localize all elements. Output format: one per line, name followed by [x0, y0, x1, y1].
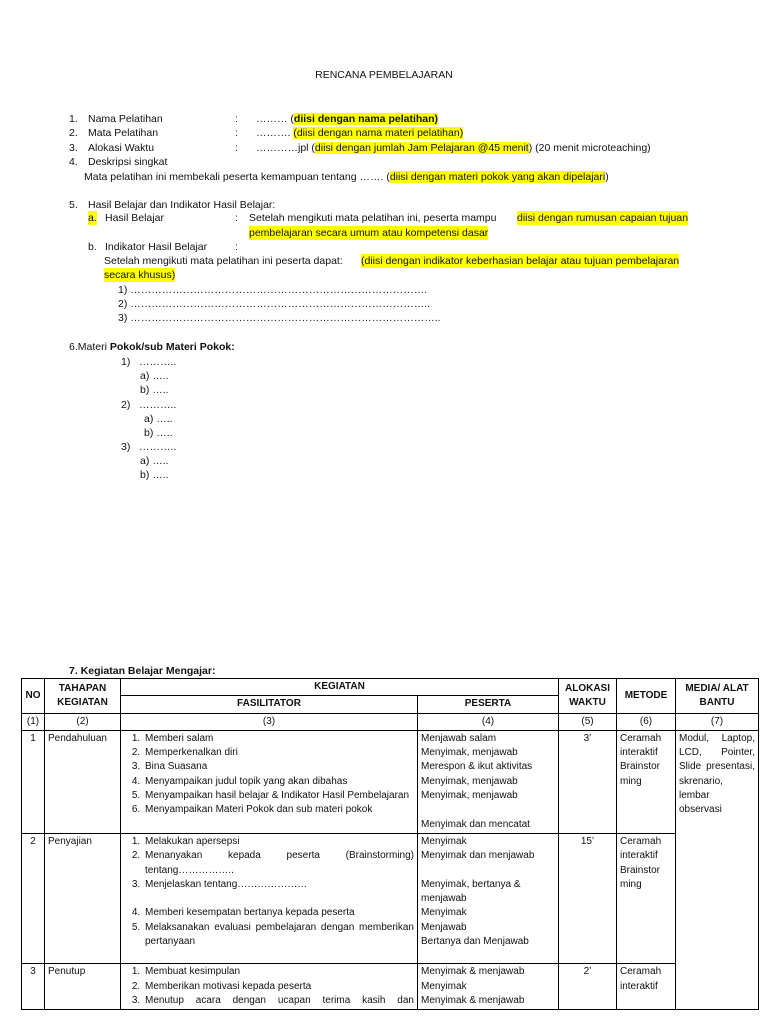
header-peserta: PESERTA — [418, 696, 559, 713]
row-number: 1 — [22, 730, 45, 833]
hasil-belajar-highlight: pembelajaran secara umum atau kompetensi dasar — [249, 227, 489, 239]
column-number: (6) — [617, 713, 676, 730]
item-number: 2. — [69, 127, 78, 139]
materi-number: 2) — [121, 399, 131, 411]
subitem-letter: a. — [88, 212, 97, 224]
document-title: RENCANA PEMBELAJARAN — [315, 69, 453, 81]
indikator-highlight: (diisi dengan indikator keberhasian belajar atau tujuan pembelajaran — [361, 255, 680, 267]
peserta-response: Menyimak — [421, 835, 467, 847]
hasil-belajar-text: Setelah mengikuti mata pelatihan ini, peserta mampu — [249, 212, 497, 224]
row-metode: Ceramah interaktif Brainstor ming — [617, 833, 676, 963]
materi-number: 3) — [121, 441, 131, 453]
item-colon: : — [235, 113, 238, 125]
peserta-response: Menyimak dan menjawab — [421, 850, 535, 862]
subitem-label: Hasil Belajar — [105, 212, 164, 224]
item-value: …………jpl (diisi dengan jumlah Jam Pelajaran @45 menit) (20 menit microteaching) — [256, 142, 651, 154]
sub-materi: b) ….. — [140, 384, 169, 396]
hasil-belajar-highlight: diisi dengan rumusan capaian tujuan — [517, 212, 689, 224]
indikator-list-item: 3) …………………………………………………………………………….. — [118, 312, 441, 324]
table-row — [22, 833, 759, 963]
row-tahapan: Pendahuluan — [45, 730, 121, 833]
row-peserta — [418, 833, 559, 963]
item-colon: : — [235, 127, 238, 139]
peserta-response: Menjawab — [421, 921, 467, 933]
row-fasilitator — [121, 833, 418, 963]
column-number: (3) — [121, 713, 418, 730]
row-number: 2 — [22, 833, 45, 963]
fasilitator-step: 1. Melakukan apersepsi — [143, 835, 414, 849]
fasilitator-step: 1. Membuat kesimpulan — [143, 965, 414, 979]
row-fasilitator — [121, 730, 418, 833]
row-number: 3 — [22, 964, 45, 1010]
subitem-colon: : — [235, 212, 238, 224]
peserta-response: Menjawab salam — [421, 732, 497, 744]
subitem-letter: b. — [88, 241, 97, 253]
table-header-row — [22, 679, 759, 696]
materi-dots: ……….. — [139, 399, 177, 411]
column-number: (4) — [418, 713, 559, 730]
subitem-label: Indikator Hasil Belajar — [105, 241, 208, 253]
row-alokasi: 2’ — [559, 964, 617, 1010]
item-number: 1. — [69, 113, 78, 125]
fasilitator-step: 4. Memberi kesempatan bertanya kepada peserta — [143, 906, 414, 920]
peserta-response: Menyimak, menjawab — [421, 747, 518, 759]
materi-number: 1) — [121, 356, 131, 368]
row-alokasi: 15’ — [559, 833, 617, 963]
spacer — [421, 803, 555, 817]
item-label: 6.Materi Pokok/sub Materi Pokok: — [69, 341, 235, 353]
column-number: (7) — [676, 713, 759, 730]
kegiatan-heading: 7. Kegiatan Belajar Mengajar: — [69, 665, 216, 677]
indikator-list-item: 2) ………………………………………………………………………….. — [118, 298, 431, 310]
column-number: (2) — [45, 713, 121, 730]
item-label: Hasil Belajar dan Indikator Hasil Belajar: — [88, 199, 276, 211]
peserta-response: Menyimak, menjawab — [421, 790, 518, 802]
row-media: Modul, Laptop, LCD, Pointer, Slide presentasi, skrenario, lembar observasi — [676, 730, 759, 1009]
table-row — [22, 964, 759, 1010]
fasilitator-step: 3. Menjelaskan tentang………………… — [143, 878, 414, 892]
row-tahapan: Penutup — [45, 964, 121, 1010]
row-metode: Ceramah interaktif Brainstor ming — [617, 730, 676, 833]
indikator-text: Setelah mengikuti mata pelatihan ini peserta dapat: — [104, 255, 343, 267]
table-row — [22, 730, 759, 833]
header-kegiatan: KEGIATAN — [121, 679, 559, 696]
row-fasilitator — [121, 964, 418, 1010]
fasilitator-step: 1. Memberi salam — [143, 732, 414, 746]
column-number: (5) — [559, 713, 617, 730]
peserta-response: Menyimak & menjawab — [421, 966, 525, 978]
item-value: ……… (diisi dengan nama pelatihan) — [256, 113, 439, 125]
item-number: 4. — [69, 156, 78, 168]
materi-dots: ……….. — [139, 441, 177, 453]
sub-materi: a) ….. — [140, 455, 169, 467]
row-peserta — [418, 730, 559, 833]
item-number: 3. — [69, 142, 78, 154]
peserta-response: Menyimak, menjawab — [421, 775, 518, 787]
indikator-list-item: 1) …………………………………………………………………………. — [118, 284, 428, 296]
fasilitator-step: 2. Memberikan motivasi kepada peserta — [143, 980, 414, 994]
peserta-response: Merespon & ikut aktivitas — [421, 761, 533, 773]
row-alokasi: 3’ — [559, 730, 617, 833]
fasilitator-step: 5. Menyampaikan hasil belajar & Indikator Hasil Pembelajaran — [143, 789, 414, 803]
peserta-response: Menyimak & menjawab — [421, 994, 525, 1006]
item-value: Mata pelatihan ini membekali peserta kemampuan tentang ……. (diisi dengan materi pokok yang akan dipelajari) — [84, 171, 609, 183]
peserta-response: Menyimak, bertanya & menjawab — [421, 878, 521, 905]
item-label: Deskripsi singkat — [88, 156, 168, 168]
item-label: Nama Pelatihan — [88, 113, 163, 125]
table-number-row — [22, 713, 759, 730]
header-metode: METODE — [617, 679, 676, 714]
item-label: Mata Pelatihan — [88, 127, 159, 139]
item-colon: : — [235, 142, 238, 154]
item-value: ………. (diisi dengan nama materi pelatihan) — [256, 127, 464, 139]
fasilitator-step: 5. Melaksanakan evaluasi pembelajaran dengan memberikan pertanyaan — [143, 921, 414, 950]
fasilitator-step: 4. Menyampaikan judul topik yang akan dibahas — [143, 775, 414, 789]
peserta-response: Bertanya dan Menjawab — [421, 936, 529, 948]
item-label: Alokasi Waktu — [88, 142, 155, 154]
peserta-response: Menyimak dan mencatat — [421, 818, 530, 830]
kegiatan-table — [21, 678, 759, 1010]
peserta-response: Menyimak — [421, 907, 467, 919]
indikator-highlight: secara khusus) — [104, 269, 176, 281]
row-metode: Ceramah interaktif — [617, 964, 676, 1010]
fasilitator-step: 3. Bina Suasana — [143, 760, 414, 774]
spacer — [421, 864, 555, 878]
header-fasilitator: FASILITATOR — [121, 696, 418, 713]
header-no: NO — [22, 679, 45, 714]
materi-dots: ……….. — [139, 356, 177, 368]
subitem-colon: : — [235, 241, 238, 253]
header-alokasi: ALOKASI WAKTU — [559, 679, 617, 714]
item-number: 5. — [69, 199, 78, 211]
sub-materi: b) ….. — [144, 427, 173, 439]
fasilitator-step: 2. Menanyakan kepada peserta (Brainstorming) tentang…………….. — [143, 849, 414, 878]
row-tahapan: Penyajian — [45, 833, 121, 963]
sub-materi: a) ….. — [140, 370, 169, 382]
fasilitator-step: 6. Menyampaikan Materi Pokok dan sub materi pokok — [143, 803, 414, 817]
column-number: (1) — [22, 713, 45, 730]
fasilitator-step: 3. Menutup acara dengan ucapan terima kasih dan — [143, 994, 414, 1008]
fasilitator-step: 2. Memperkenalkan diri — [143, 746, 414, 760]
peserta-response: Menyimak — [421, 980, 467, 992]
header-media: MEDIA/ ALAT BANTU — [676, 679, 759, 714]
header-tahapan: TAHAPAN KEGIATAN — [45, 679, 121, 714]
sub-materi: a) ….. — [144, 413, 173, 425]
row-peserta — [418, 964, 559, 1010]
sub-materi: b) ….. — [140, 469, 169, 481]
